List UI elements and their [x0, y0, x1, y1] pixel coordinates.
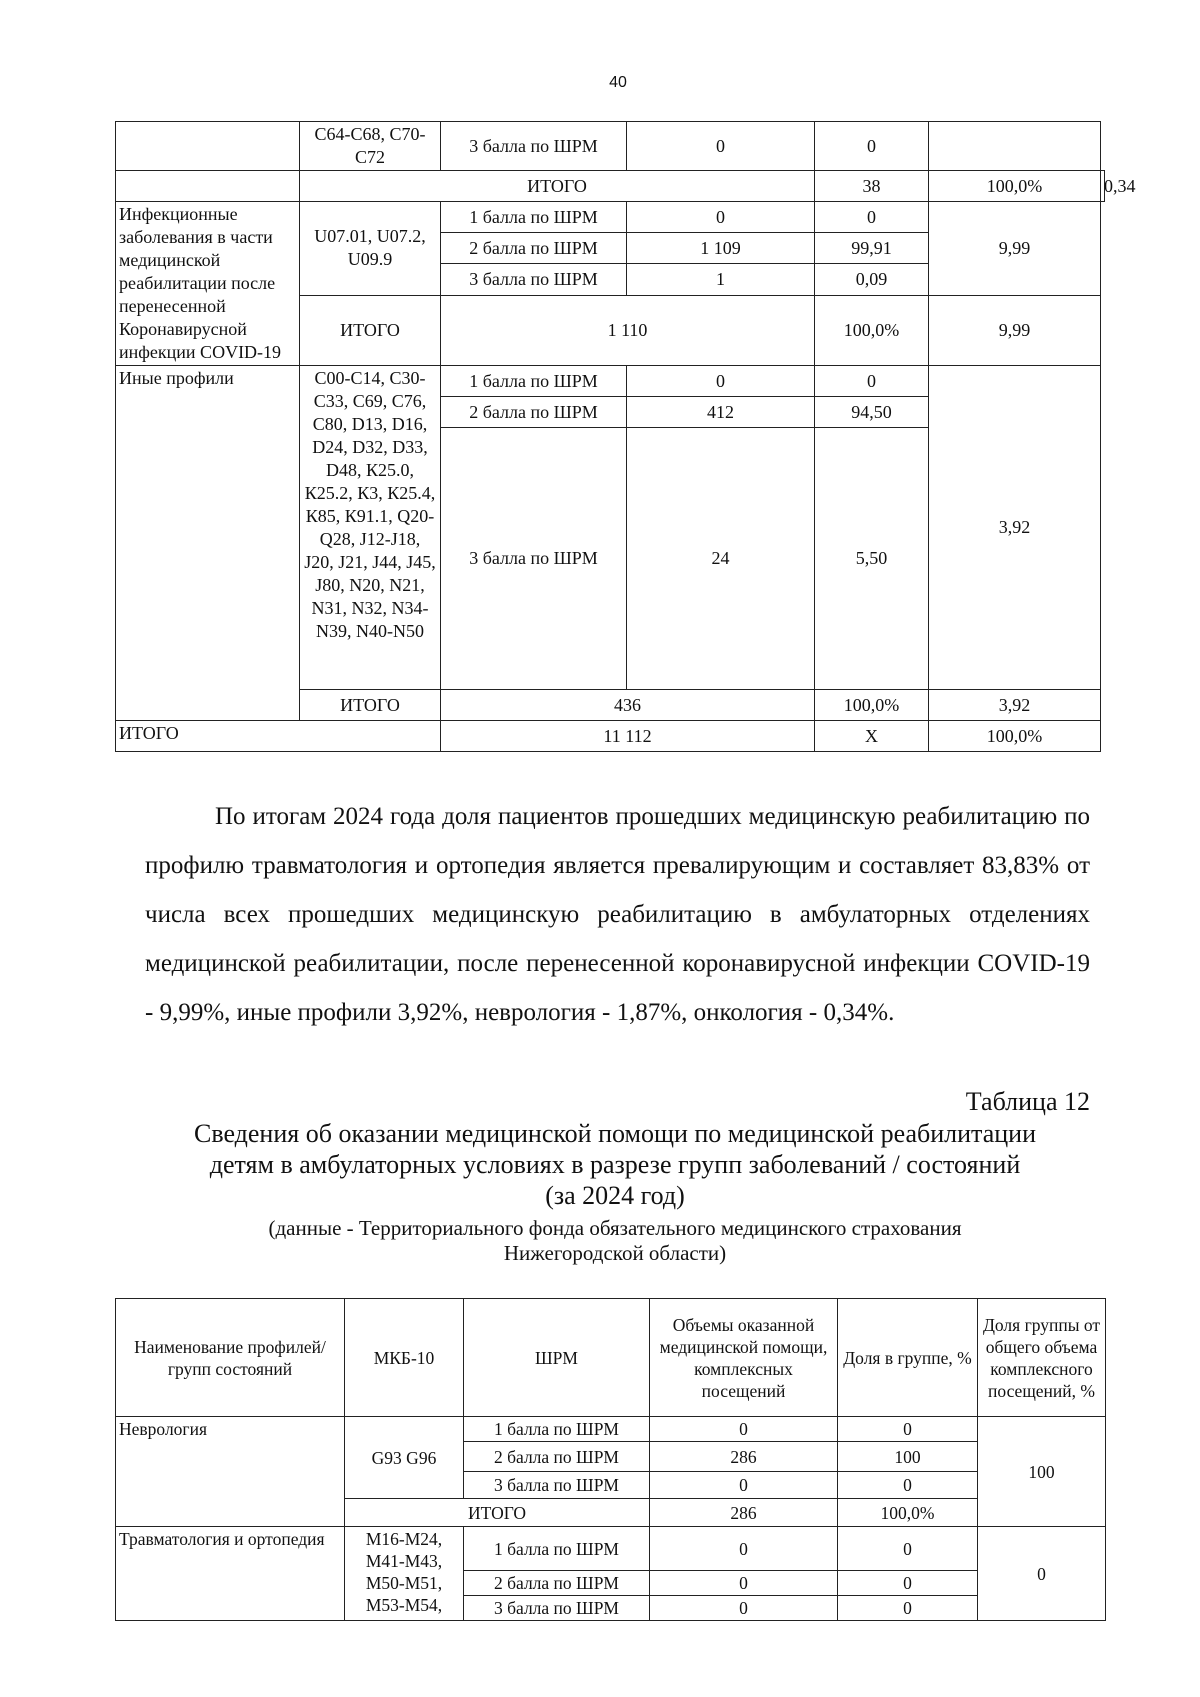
count-cell: 1 — [627, 264, 815, 295]
profile-cell-covid: Инфекционные заболевания в части медицинской реабилитации после перенесенной Коронавирусной инфекции COVID-19 — [116, 202, 300, 366]
shrm-cell: 1 балла по ШРМ — [441, 202, 627, 233]
count-cell: 0 — [627, 202, 815, 233]
count-cell: 24 — [627, 428, 815, 690]
subtotal-percent: 100,0% — [838, 1499, 978, 1527]
share-cell — [929, 122, 1101, 171]
icd-codes-covid: U07.01, U07.2, U09.9 — [300, 202, 441, 296]
shrm-cell: 3 балла по ШРМ — [441, 122, 627, 171]
shrm-cell: 3 балла по ШРМ — [441, 428, 627, 690]
share-cell-trauma: 0 — [978, 1527, 1106, 1621]
subtotal-share: 0,34 — [1101, 171, 1105, 202]
caption-source-line: Нижегородской области) — [503, 1241, 727, 1265]
count-cell: 0 — [627, 366, 815, 397]
subtotal-label: ИТОГО — [300, 295, 441, 365]
subtotal-row — [116, 171, 1105, 202]
table-row — [116, 202, 1105, 233]
icd-codes-cell: С64-С68, С70-С72 — [300, 122, 441, 171]
table-row — [116, 1417, 1106, 1442]
subtotal-count: 38 — [815, 171, 929, 202]
percent-cell: 5,50 — [815, 428, 929, 690]
subtotal-label: ИТОГО — [300, 171, 815, 202]
grand-total-share: 100,0% — [929, 721, 1101, 752]
subtotal-share: 3,92 — [929, 690, 1101, 721]
subtotal-count: 286 — [650, 1499, 838, 1527]
subtotal-percent: 100,0% — [815, 295, 929, 365]
header-shrm: ШРМ — [464, 1299, 650, 1417]
percent-cell: 0 — [815, 366, 929, 397]
rehab-adults-table-continued — [115, 121, 1136, 752]
share-cell-covid: 9,99 — [929, 202, 1101, 296]
share-cell-other: 3,92 — [929, 366, 1101, 690]
count-cell: 1 109 — [627, 233, 815, 264]
subtotal-count: 1 110 — [441, 295, 815, 365]
header-profile: Наименование профилей/групп состояний — [116, 1299, 345, 1417]
icd-codes-other: С00-С14, С30-С33, С69, С76, С80, D13, D16, D24, D32, D33, D48, К25.0, К25.2, К3, К25.4, К85, К91.1, Q20-Q28, J12-J18, J20, J21, J44, J45, J80, N20, N21, N31, N32, N34-N39, N40-N50 — [300, 366, 441, 690]
percent-cell: 0 — [838, 1571, 978, 1596]
shrm-cell: 1 балла по ШРМ — [441, 366, 627, 397]
shrm-cell: 3 балла по ШРМ — [464, 1472, 650, 1499]
subtotal-label: ИТОГО — [345, 1499, 650, 1527]
profile-cell-other: Иные профили — [116, 366, 300, 721]
header-total-share: Доля группы от общего объема комплексного посещений, % — [978, 1299, 1106, 1417]
caption-title-line: детям в амбулаторных условиях в разрезе групп заболеваний / состояний — [209, 1150, 1021, 1179]
page-number: 40 — [609, 74, 627, 91]
summary-paragraph — [145, 792, 1090, 1037]
icd-codes-trauma: M16-M24, M41-M43, M50-M51, M53-M54, — [345, 1527, 464, 1621]
grand-total-label: ИТОГО — [116, 721, 441, 752]
shrm-cell: 3 балла по ШРМ — [441, 264, 627, 295]
count-cell: 286 — [650, 1442, 838, 1472]
icd-codes-neuro: G93 G96 — [345, 1417, 464, 1499]
percent-cell: 0,09 — [815, 264, 929, 295]
table-row — [116, 1527, 1106, 1571]
summary-text: По итогам 2024 года доля пациентов прошедших медицинскую реабилитацию по профилю травматология и ортопедия является превалирующим и составляет 83,83% от числа всех прошедших медицинскую реабилитацию в амбулаторных отделениях медицинской реабилитации, после перенесенной коронавирусной инфекции COVID-19 - 9,99%, иные профили 3,92%, неврология - 1,87%, онкология - 0,34%. — [145, 803, 1090, 1026]
caption-source-line: (данные - Территориального фонда обязательного медицинского страхования — [268, 1216, 962, 1240]
subtotal-percent: 100,0% — [815, 690, 929, 721]
percent-cell: 0 — [815, 202, 929, 233]
grand-total-count: 11 112 — [441, 721, 815, 752]
count-cell: 0 — [650, 1571, 838, 1596]
header-icd: МКБ-10 — [345, 1299, 464, 1417]
empty-cell — [116, 171, 300, 202]
table-caption-title — [120, 1118, 1110, 1211]
subtotal-percent: 100,0% — [929, 171, 1101, 202]
shrm-cell: 3 балла по ШРМ — [464, 1596, 650, 1621]
percent-cell: 0 — [838, 1527, 978, 1571]
count-cell: 0 — [650, 1417, 838, 1442]
header-group-share: Доля в группе, % — [838, 1299, 978, 1417]
table-caption-label: Таблица 12 — [965, 1087, 1090, 1116]
rehab-children-table — [115, 1298, 1106, 1621]
shrm-cell: 2 балла по ШРМ — [441, 233, 627, 264]
count-cell: 0 — [650, 1527, 838, 1571]
count-cell: 0 — [627, 122, 815, 171]
shrm-cell: 1 балла по ШРМ — [464, 1527, 650, 1571]
caption-title-line: Сведения об оказании медицинской помощи по медицинской реабилитации — [194, 1119, 1036, 1148]
table-row — [116, 366, 1105, 397]
profile-cell-trauma: Травматология и ортопедия — [116, 1527, 345, 1621]
count-cell: 0 — [650, 1596, 838, 1621]
shrm-cell: 1 балла по ШРМ — [464, 1417, 650, 1442]
header-row — [116, 1299, 1106, 1417]
percent-cell: 0 — [838, 1596, 978, 1621]
grand-total-row — [116, 721, 1105, 752]
profile-cell-neuro: Неврология — [116, 1417, 345, 1527]
shrm-cell: 2 балла по ШРМ — [441, 397, 627, 428]
percent-cell: 0 — [838, 1472, 978, 1499]
shrm-cell: 2 балла по ШРМ — [464, 1442, 650, 1472]
subtotal-label: ИТОГО — [300, 690, 441, 721]
percent-cell: 100 — [838, 1442, 978, 1472]
share-cell-neuro: 100 — [978, 1417, 1106, 1527]
caption-title-line: (за 2024 год) — [545, 1181, 685, 1210]
profile-cell — [116, 122, 300, 171]
grand-total-percent: Х — [815, 721, 929, 752]
percent-cell: 0 — [815, 122, 929, 171]
count-cell: 0 — [650, 1472, 838, 1499]
count-cell: 412 — [627, 397, 815, 428]
shrm-cell: 2 балла по ШРМ — [464, 1571, 650, 1596]
table-row — [116, 122, 1105, 171]
table-caption-source — [120, 1216, 1110, 1266]
subtotal-share: 9,99 — [929, 295, 1101, 365]
header-volume: Объемы оказанной медицинской помощи, комплексных посещений — [650, 1299, 838, 1417]
percent-cell: 94,50 — [815, 397, 929, 428]
percent-cell: 99,91 — [815, 233, 929, 264]
subtotal-count: 436 — [441, 690, 815, 721]
percent-cell: 0 — [838, 1417, 978, 1442]
